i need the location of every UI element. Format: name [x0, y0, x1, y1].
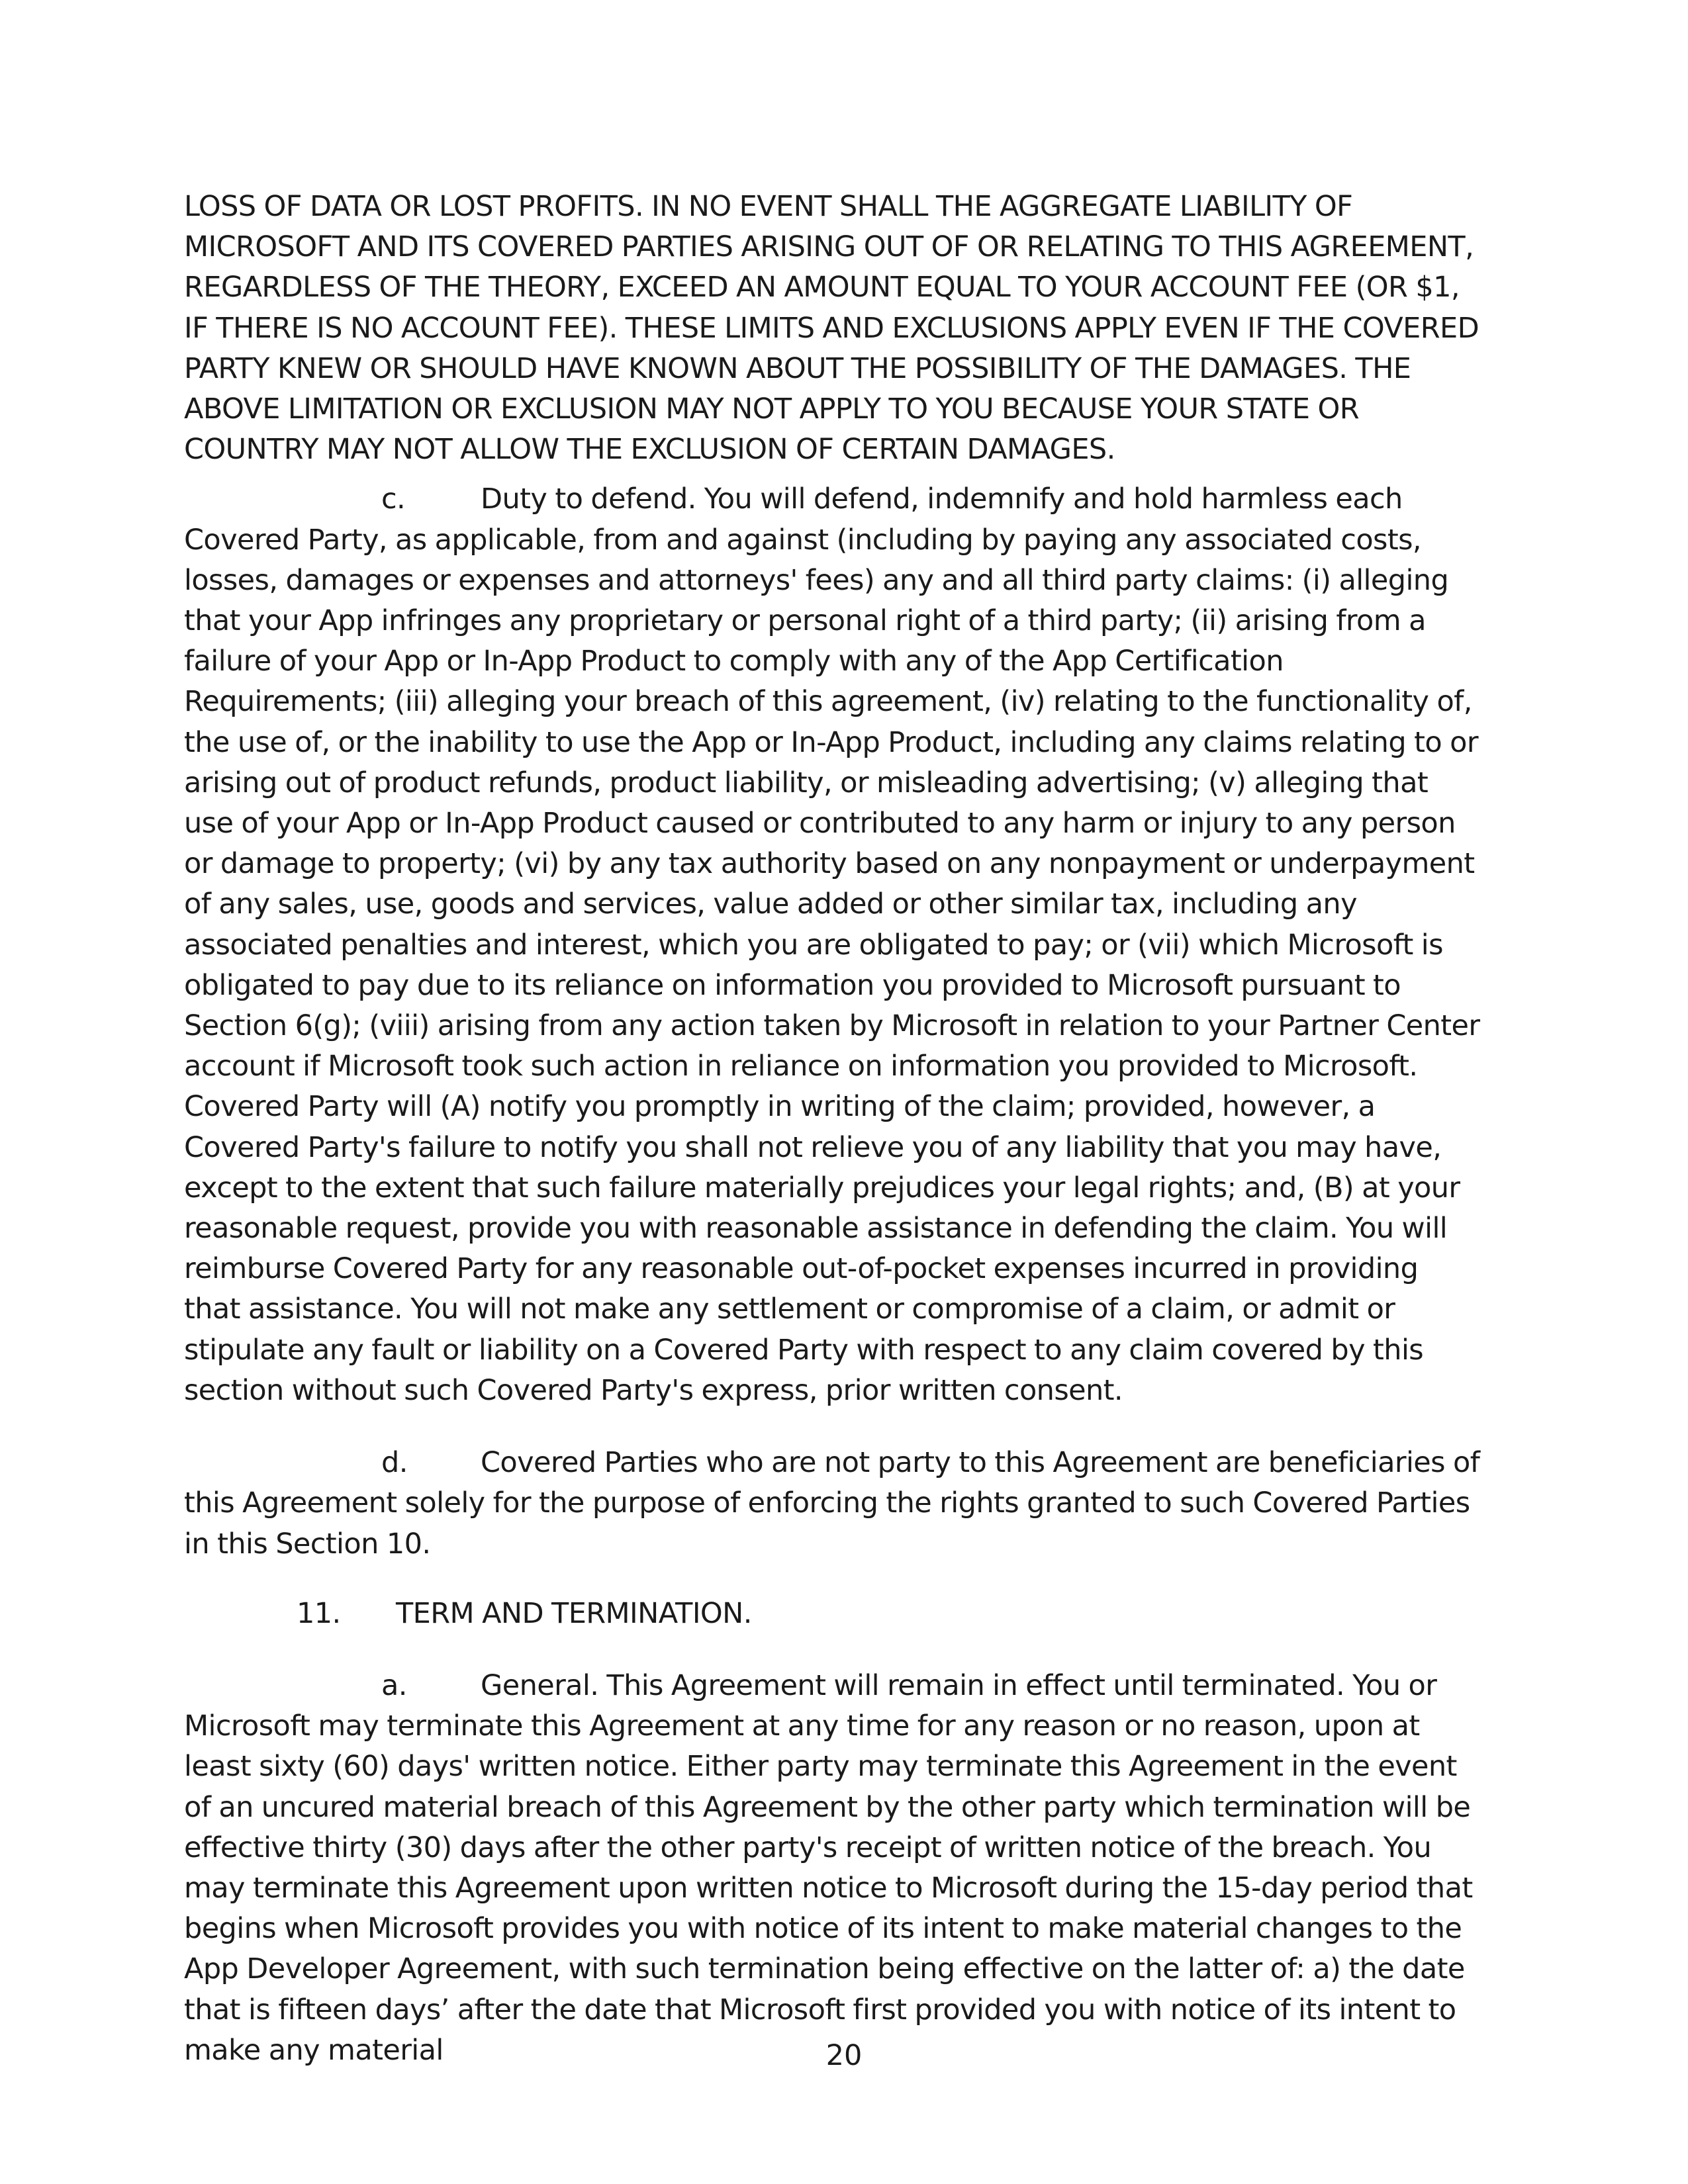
clause-a-general-termination: [184, 1666, 1481, 2071]
clause-d-marker: d.: [381, 1446, 408, 1480]
section-11-title: TERM AND TERMINATION.: [396, 1596, 752, 1630]
clause-c-text: Duty to defend. You will defend, indemnify and hold harmless each Covered Party, as applicable, from and against (including by paying any associated costs, losses, damages or expenses and attorneys' fees) any and all third party claims: (i) alleging that your App infringes any proprietary or personal right of a third party; (ii) arising from a failure of your App or In-App Product to comply with any of the App Certification Requirements; (iii) alleging your breach of this agreement, (iv) relating to the functionality of, the use of, or the inability to use the App or In-App Product, including any claims relating to or arising out of product refunds, product liability, or misleading advertising; (v) alleging that use of your App or In-App Product caused or contributed to any harm or injury to any person or damage to property; (vi) by any tax authority based on any nonpayment or underpayment of any sales, use, goods and services, value added or other similar tax, including any associated penalties and interest, which you are obligated to pay; or (vii) which Microsoft is obligated to pay due to its reliance on information you provided to Microsoft pursuant to Section 6(g); (viii) arising from any action taken by Microsoft in relation to your Partner Center account if Microsoft took such action in reliance on information you provided to Microsoft. Covered Party will (A) notify you promptly in writing of the claim; provided, however, a Covered Party's failure to notify you shall not relieve you of any liability that you may have, except to the extent that such failure materially prejudices your legal rights; and, (B) at your reasonable request, provide you with reasonable assistance in defending the claim. You will reimburse Covered Party for any reasonable out-of-pocket expenses incurred in providing that assistance. You will not make any settlement or compromise of a claim, or admit or stipulate any fault or liability on a Covered Party with respect to any claim covered by this section without such Covered Party's express, prior written consent.: [184, 482, 1480, 1407]
clause-c-marker: c.: [381, 482, 406, 516]
section-11-heading: [184, 1594, 1481, 1634]
clause-a-text: General. This Agreement will remain in effect until terminated. You or Microsoft may terminate this Agreement at any time for any reason or no reason, upon at least sixty (60) days' written notice. Either party may terminate this Agreement in the event of an uncured material breach of this Agreement by the other party which termination will be effective thirty (30) days after the other party's receipt of written notice of the breach. You may terminate this Agreement upon written notice to Microsoft during the 15-day period that begins when Microsoft provides you with notice of its intent to make material changes to the App Developer Agreement, with such termination being effective on the latter of: a) the date that is fifteen days’ after the date that Microsoft first provided you with notice of its intent to make any material: [184, 1668, 1473, 2067]
liability-limitation-paragraph: LOSS OF DATA OR LOST PROFITS. IN NO EVENT SHALL THE AGGREGATE LIABILITY OF MICROSOFT AND ITS COVERED PARTIES ARISING OUT OF OR RELATING TO THIS AGREEMENT, REGARDLESS OF THE THEORY, EXCEED AN AMOUNT EQUAL TO YOUR ACCOUNT FEE (OR $1, IF THERE IS NO ACCOUNT FEE). THESE LIMITS AND EXCLUSIONS APPLY EVEN IF THE COVERED PARTY KNEW OR SHOULD HAVE KNOWN ABOUT THE POSSIBILITY OF THE DAMAGES. THE ABOVE LIMITATION OR EXCLUSION MAY NOT APPLY TO YOU BECAUSE YOUR STATE OR COUNTRY MAY NOT ALLOW THE EXCLUSION OF CERTAIN DAMAGES.: [184, 190, 1479, 467]
clause-d-text: Covered Parties who are not party to this Agreement are beneficiaries of this Agreement solely for the purpose of enforcing the rights granted to such Covered Parties in this Section 10.: [184, 1446, 1480, 1561]
document-body: [184, 187, 1481, 2071]
clause-a-marker: a.: [381, 1668, 407, 1702]
page-number: 20: [825, 2039, 863, 2072]
clause-c-duty-to-defend: [184, 479, 1481, 1411]
clause-d-beneficiaries: [184, 1443, 1481, 1565]
section-11-number: 11.: [297, 1596, 341, 1630]
